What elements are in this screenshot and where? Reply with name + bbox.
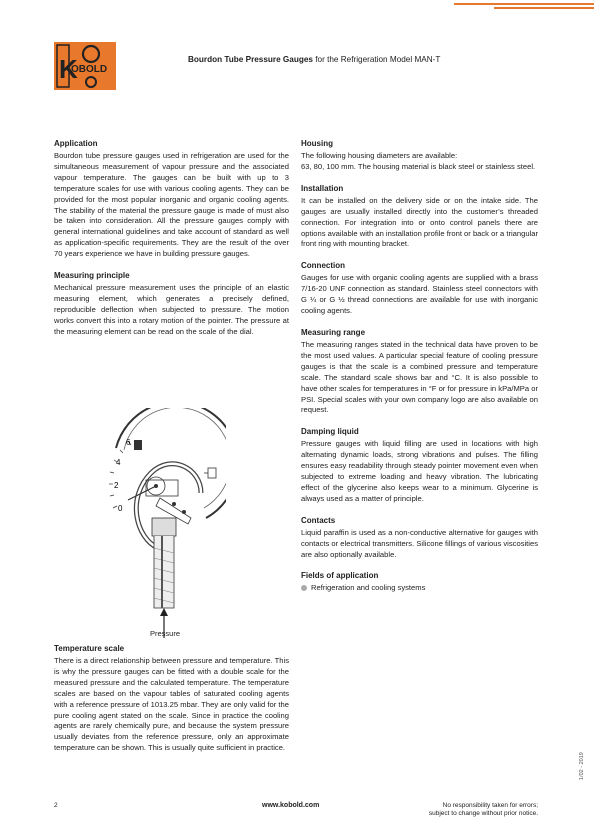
- section-temperature-scale: [54, 643, 289, 754]
- contacts-heading: Contacts: [301, 515, 336, 525]
- section-fields-of-application: [301, 570, 538, 594]
- bullet-dot-icon: [301, 585, 307, 591]
- connection-heading: Connection: [301, 261, 345, 271]
- pressure-caption: Pressure: [150, 629, 181, 638]
- section-installation: [301, 183, 538, 251]
- left-column-bottom: [54, 643, 289, 764]
- section-connection: [301, 260, 538, 317]
- fields-item-text: Refrigeration and cooling systems: [311, 583, 426, 593]
- housing-heading: Housing: [301, 139, 333, 148]
- application-heading: Application: [54, 139, 98, 148]
- footer-url[interactable]: www.kobold.com: [262, 802, 320, 809]
- fields-heading: Fields of application: [301, 571, 379, 581]
- housing-text-1: The following housing diameters are available:: [301, 151, 458, 160]
- gauge-diagram: [96, 408, 226, 653]
- scale-label-0: 0: [118, 504, 123, 513]
- damping-text: Pressure gauges with liquid filling are used in locations with high alternating dynamic loads, strong vibrations and pulses. The filling ensures easy readability through steady pointer movement even when subjected to extreme loading and heavy vibration. The lubricating effect of the glycerine also keeps wear to a minimum. Glycerine is always used as a matter of principle.: [301, 439, 538, 503]
- kobold-logo: [54, 42, 116, 90]
- section-measuring-range: [301, 327, 538, 416]
- section-damping-liquid: [301, 426, 538, 504]
- section-application: [54, 138, 289, 260]
- installation-heading: Installation: [301, 183, 344, 193]
- damping-heading: Damping liquid: [301, 427, 359, 437]
- top-stripes: [0, 0, 594, 12]
- connection-text: Gauges for use with organic cooling agents are supplied with a brass 7/16-20 UNF connection as standard. Stainless steel connectors with G ¼ or G ½ thread connections are available for use with inorganic cooling agents.: [301, 273, 538, 316]
- right-column: [301, 138, 538, 604]
- svg-text:OBOLD: OBOLD: [71, 64, 108, 75]
- left-column-top: [54, 138, 289, 348]
- disclaimer-line-1: No responsibility taken for errors;: [442, 802, 538, 809]
- page-header-title: [188, 55, 440, 64]
- side-version-note: 1/02 - 2019: [579, 752, 585, 780]
- header-title-bold: Bourdon Tube Pressure Gauges: [188, 55, 313, 64]
- housing-text-2: 63, 80, 100 mm. The housing material is black steel or stainless steel.: [301, 161, 536, 171]
- scale-label-2: 2: [114, 481, 119, 490]
- application-text: Bourdon tube pressure gauges used in refrigeration are used for the simultaneous measurement of vapour pressure and the associated vapour temperature. The gauges can be built with up to 3 temperature scales for use with various cooling agents. They can be provided for the most popular inorganic and organic cooling agents. The stability of the material the pressure gauge is made of must also be taken into consideration. All the pressure gauges comply with general international guidelines and take account of standard as well as application-specific requirements. They are the result of the over 70 years experience we have in building pressure gauges.: [54, 151, 289, 259]
- section-contacts: [301, 515, 538, 561]
- scale-label-4: 4: [116, 458, 121, 467]
- fields-list-item: [301, 583, 538, 594]
- header-title-rest: for the Refrigeration Model MAN-T: [312, 55, 441, 64]
- principle-text: Mechanical pressure measurement uses the principle of an elastic measuring element, which generates a precisely defined, reproducible deflection when subjected to pressure. The motion works convert this into a rotary motion of the pointer. The pressure at the measuring element can be read on the scale of the dial.: [54, 283, 289, 336]
- range-heading: Measuring range: [301, 327, 366, 337]
- scale-label-6: 6: [126, 438, 131, 447]
- temperature-text: There is a direct relationship between pressure and temperature. This is why the pressure gauges can be fitted with a double scale for the measured pressure and the calculated temperature. The temperature scales are based on the vapour tables of saturated cooling agents with a reference pressure of 1013.25 mbar. They are only valid for the pure cooling agent stated on the scale. Since in practice the cooling agents are rarely chemically pure, and because the system pressure usually deviates from the reference pressure, only an approximate temperature can be shown. This is usually quite sufficient in practice.: [54, 656, 289, 753]
- page-number: 2: [54, 802, 58, 809]
- footer-disclaimer: [404, 802, 538, 818]
- temperature-heading: Temperature scale: [54, 644, 125, 653]
- svg-text:K: K: [59, 54, 78, 84]
- contacts-text: Liquid paraffin is used as a non-conductive alternative for gauges with contacts or electrical transmitters. Silicone fillings of various viscosities are also optionally available.: [301, 527, 538, 559]
- disclaimer-line-2: subject to change without prior notice.: [428, 810, 538, 817]
- principle-heading: Measuring principle: [54, 271, 130, 281]
- range-text: The measuring ranges stated in the technical data have proven to be the most used values. A particular special feature of cooling pressure gauges is that the scale is a combined pressure and temperature scale. The standard scale shows bar and °C. It is also possible to have other scales for temperatures in °F or for pressure in kPa/MPa or PSI. Special scales with your own company logo are also available on request.: [301, 339, 538, 415]
- installation-text: It can be installed on the delivery side or on the intake side. The gauges are usually installed directly into the customer’s threaded connection. For integration into or onto control panels there are options available with an installation profile front or back or a triangular front ring with mounting bracket.: [301, 195, 538, 249]
- section-measuring-principle: [54, 270, 289, 338]
- section-housing: [301, 138, 538, 173]
